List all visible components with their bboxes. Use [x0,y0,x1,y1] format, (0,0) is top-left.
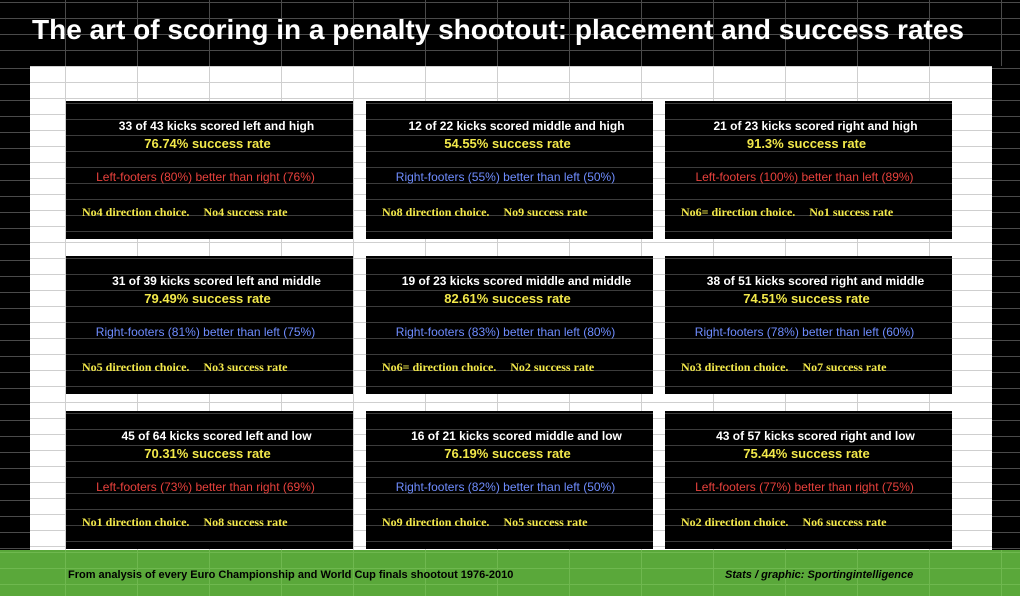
card-headline: 19 of 23 kicks scored middle and middle [401,274,632,288]
card-middle-high [366,101,653,239]
direction-rank: No6= direction choice. [382,360,497,374]
card-rankings [382,205,653,220]
card-footedness: Right-footers (82%) better than left (50%) [395,480,616,494]
card-footedness: Right-footers (81%) better than left (75%) [95,325,316,339]
success-rank: No9 success rate [503,205,588,219]
card-rankings [382,360,653,375]
card-right-middle [665,256,952,394]
card-success-rate: 74.51% success rate [743,291,870,306]
card-left-high [66,101,353,239]
card-rankings [681,360,952,375]
card-right-low [665,411,952,549]
success-rank: No8 success rate [203,515,288,529]
card-left-low [66,411,353,549]
direction-rank: No4 direction choice. [82,205,190,219]
card-headline: 31 of 39 kicks scored left and middle [112,274,321,288]
card-success-rate: 54.55% success rate [444,136,571,151]
success-rank: No5 success rate [503,515,588,529]
card-left-middle [66,256,353,394]
card-footedness: Right-footers (83%) better than left (80%) [395,325,616,339]
direction-rank: No9 direction choice. [382,515,490,529]
card-right-high [665,101,952,239]
card-footedness: Right-footers (55%) better than left (50%) [395,170,616,184]
card-rankings [681,515,952,530]
direction-rank: No8 direction choice. [382,205,490,219]
direction-rank: No5 direction choice. [82,360,190,374]
card-footedness: Right-footers (78%) better than left (60%) [694,325,915,339]
success-rank: No1 success rate [809,205,894,219]
card-success-rate: 75.44% success rate [743,446,870,461]
card-success-rate: 76.19% success rate [444,446,571,461]
direction-rank: No3 direction choice. [681,360,789,374]
card-headline: 45 of 64 kicks scored left and low [121,429,312,443]
credit-line: Stats / graphic: Sportingintelligence [725,569,914,581]
card-middle-middle [366,256,653,394]
title-band [0,0,1020,66]
card-success-rate: 82.61% success rate [444,291,571,306]
card-headline: 21 of 23 kicks scored right and high [713,119,918,133]
card-rankings [382,515,653,530]
card-success-rate: 79.49% success rate [144,291,271,306]
card-headline: 12 of 22 kicks scored middle and high [408,119,625,133]
success-rank: No3 success rate [203,360,288,374]
success-rank: No7 success rate [802,360,887,374]
footer-band [0,550,1020,596]
success-rank: No2 success rate [510,360,595,374]
card-footedness: Left-footers (73%) better than right (69%) [96,480,315,494]
direction-rank: No1 direction choice. [82,515,190,529]
page-title: The art of scoring in a penalty shootout: placement and success rates [32,14,964,45]
card-rankings [681,205,952,220]
left-border [0,66,30,550]
card-success-rate: 70.31% success rate [144,446,271,461]
success-rank: No4 success rate [203,205,288,219]
card-footedness: Left-footers (77%) better than right (75%) [695,480,914,494]
right-border [992,66,1020,550]
card-rankings [82,360,353,375]
card-headline: 16 of 21 kicks scored middle and low [411,429,622,443]
success-rank: No6 success rate [802,515,887,529]
card-headline: 43 of 57 kicks scored right and low [716,429,915,443]
direction-rank: No6= direction choice. [681,205,796,219]
card-footedness: Left-footers (80%) better than right (76%) [96,170,315,184]
card-headline: 38 of 51 kicks scored right and middle [706,274,925,288]
source-note: From analysis of every Euro Championship and World Cup finals shootout 1976-2010 [68,569,514,581]
card-headline: 33 of 43 kicks scored left and high [118,119,315,133]
card-rankings [82,515,353,530]
card-success-rate: 91.3% success rate [746,136,867,151]
card-rankings [82,205,353,220]
card-middle-low [366,411,653,549]
direction-rank: No2 direction choice. [681,515,789,529]
card-footedness: Left-footers (100%) better than left (89%) [695,170,914,184]
card-success-rate: 76.74% success rate [144,136,271,151]
